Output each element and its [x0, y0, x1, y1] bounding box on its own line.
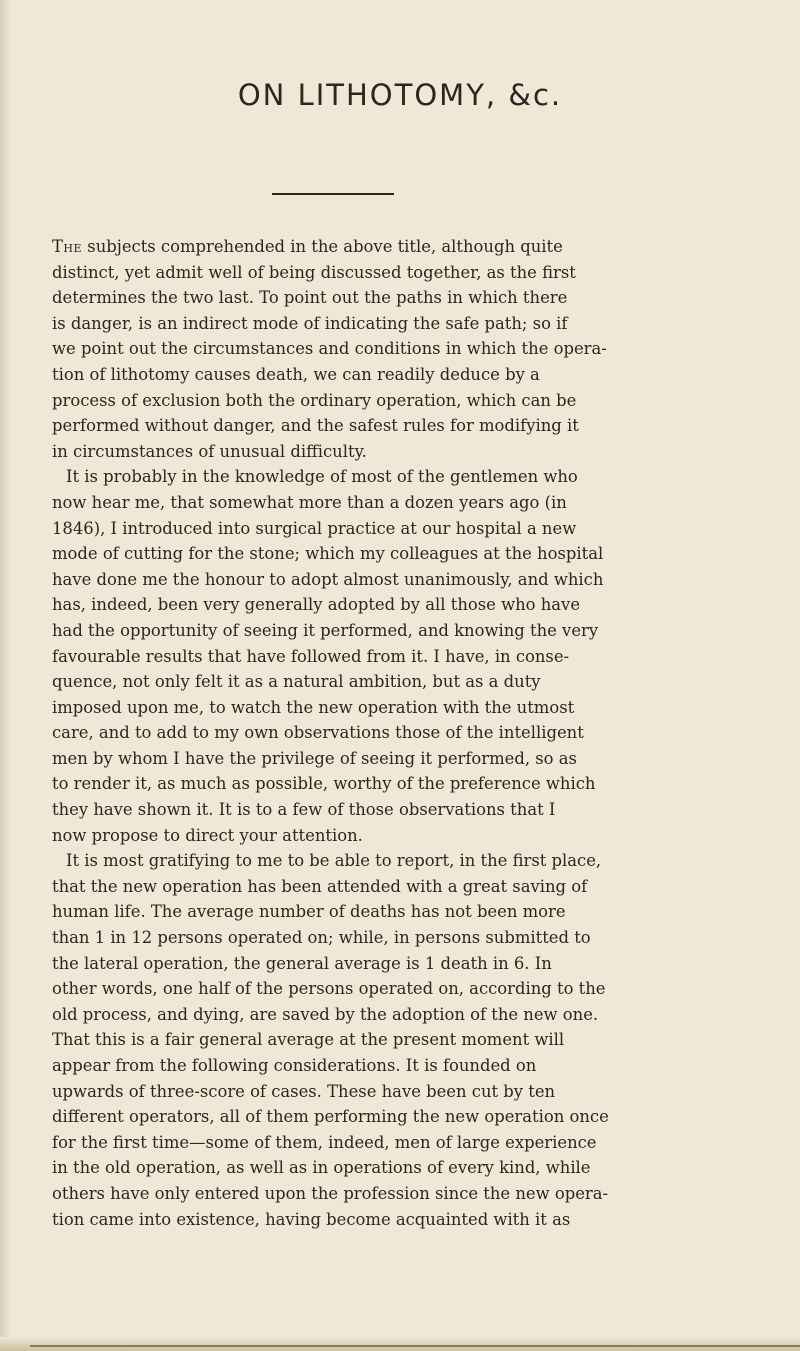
text-line: different operators, all of them performing the new operation once: [52, 1107, 609, 1127]
text-line: tion came into existence, having become acquainted with it as: [52, 1209, 571, 1229]
title-divider: [272, 193, 394, 195]
text-line: old process, and dying, are saved by the adoption of the new one.: [52, 1004, 599, 1024]
text-line: is danger, is an indirect mode of indicating the safe path; so if: [52, 313, 568, 333]
text-line: distinct, yet admit well of being discussed together, as the first: [52, 262, 576, 282]
paragraph-3: [52, 848, 766, 1232]
text-line: That this is a fair general average at the present moment will: [52, 1030, 565, 1050]
text-line: quence, not only felt it as a natural ambition, but as a duty: [52, 672, 541, 692]
text-line: The subjects comprehended in the above title, although quite: [52, 237, 563, 256]
text-line: in the old operation, as well as in operations of every kind, while: [52, 1158, 591, 1178]
page-bottom-edge: [0, 1337, 800, 1351]
text-line: than 1 in 12 persons operated on; while, in persons submitted to: [52, 928, 591, 948]
text-line: others have only entered upon the profession since the new opera-: [52, 1183, 609, 1203]
body-text: [52, 234, 766, 1232]
page-title: ON LITHOTOMY, &c.: [237, 78, 563, 112]
text-line: imposed upon me, to watch the new operation with the utmost: [52, 697, 575, 717]
page-bottom-rule: [30, 1345, 800, 1347]
text-line: It is probably in the knowledge of most of the gentlemen who: [66, 467, 578, 487]
text-line: they have shown it. It is to a few of those observations that I: [52, 800, 556, 820]
text-line: the lateral operation, the general average is 1 death in 6. In: [52, 953, 552, 973]
text-line: has, indeed, been very generally adopted by all those who have: [52, 595, 581, 615]
text-line: favourable results that have followed from it. I have, in conse-: [52, 646, 570, 666]
text-line: had the opportunity of seeing it performed, and knowing the very: [52, 620, 599, 640]
text-line: we point out the circumstances and conditions in which the opera-: [52, 339, 607, 359]
text-line: other words, one half of the persons operated on, according to the: [52, 979, 606, 999]
page-gutter-shadow: [0, 0, 12, 1351]
text-line: for the first time—some of them, indeed, men of large experience: [52, 1132, 597, 1152]
paragraph-1: [52, 234, 766, 464]
text-line: that the new operation has been attended with a great saving of: [52, 876, 588, 896]
text-line: process of exclusion both the ordinary operation, which can be: [52, 390, 577, 410]
text-line: 1846), I introduced into surgical practice at our hospital a new: [52, 518, 577, 538]
text-line: It is most gratifying to me to be able to report, in the first place,: [66, 851, 602, 871]
paragraph-2: [52, 464, 766, 848]
text-line: men by whom I have the privilege of seeing it performed, so as: [52, 748, 577, 768]
text-line: mode of cutting for the stone; which my colleagues at the hospital: [52, 544, 604, 564]
drop-word: The: [52, 237, 83, 256]
text-line: now hear me, that somewhat more than a dozen years ago (in: [52, 492, 567, 512]
text-line: to render it, as much as possible, worthy of the preference which: [52, 774, 596, 794]
text-line: upwards of three-score of cases. These have been cut by ten: [52, 1081, 556, 1101]
text-line: care, and to add to my own observations those of the intelligent: [52, 723, 584, 743]
text-line: have done me the honour to adopt almost unanimously, and which: [52, 569, 604, 589]
text-line: tion of lithotomy causes death, we can readily deduce by a: [52, 364, 540, 384]
text-line: appear from the following considerations. It is founded on: [52, 1056, 537, 1075]
text-line: in circumstances of unusual difficulty.: [52, 441, 367, 461]
text-line: human life. The average number of deaths has not been more: [52, 902, 566, 922]
text-line: determines the two last. To point out the paths in which there: [52, 288, 568, 308]
text-line: now propose to direct your attention.: [52, 825, 363, 845]
text-line: performed without danger, and the safest rules for modifying it: [52, 416, 579, 436]
